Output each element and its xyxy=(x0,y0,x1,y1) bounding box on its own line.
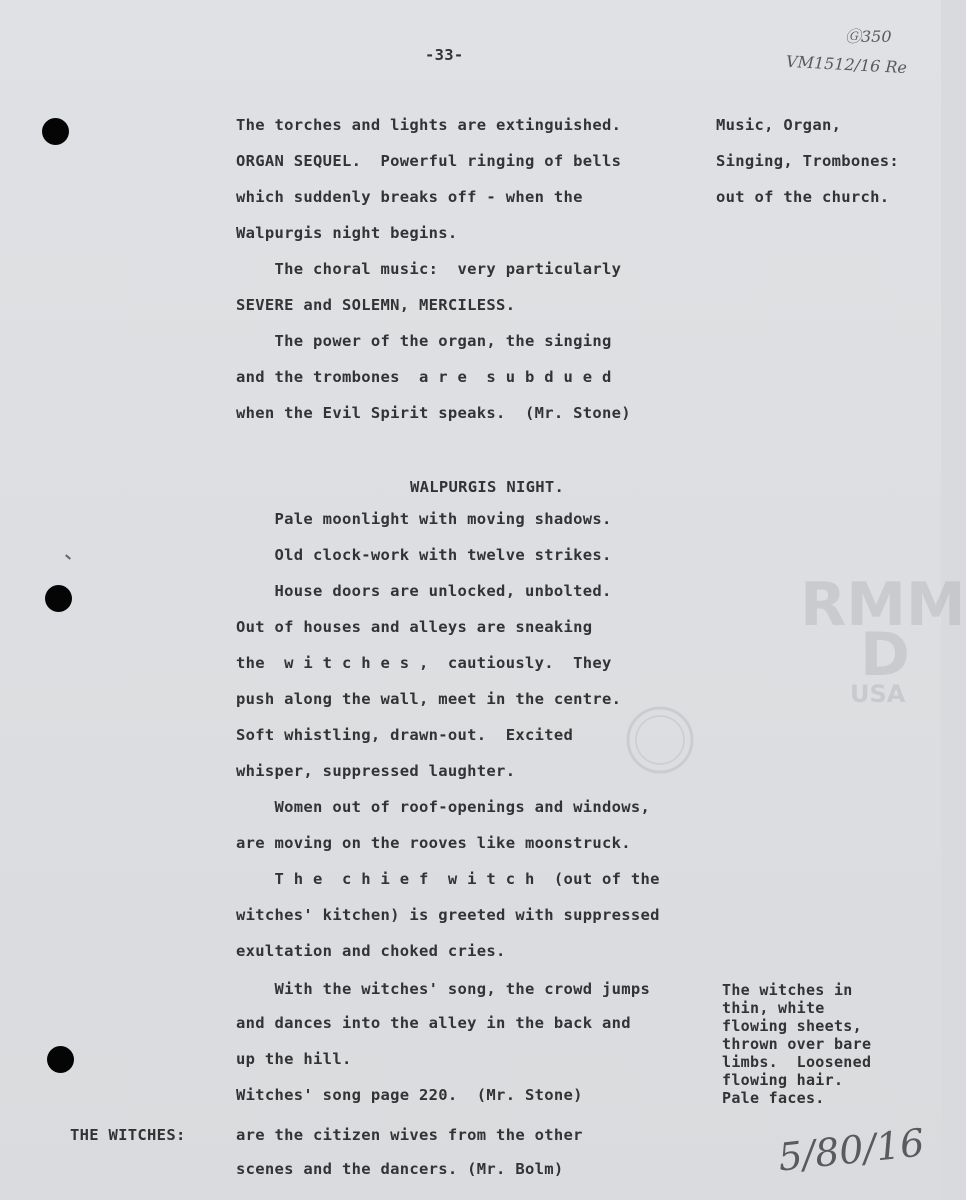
text-line: and dances into the alley in the back and xyxy=(236,1014,631,1032)
text-line: are the citizen wives from the other xyxy=(236,1126,583,1144)
text-line: Pale moonlight with moving shadows. xyxy=(236,510,612,528)
text-line: which suddenly breaks off - when the xyxy=(236,188,583,206)
text-line: push along the wall, meet in the centre. xyxy=(236,690,622,708)
watermark-letters-2: D xyxy=(860,620,910,690)
side-note-line: The witches in xyxy=(722,981,853,999)
text-line: Walpurgis night begins. xyxy=(236,224,458,242)
text-line: and the trombones a r e s u b d u e d xyxy=(236,368,612,386)
text-line: when the Evil Spirit speaks. (Mr. Stone) xyxy=(236,404,631,422)
binder-hole xyxy=(47,1046,74,1073)
section-heading-walpurgis-night: WALPURGIS NIGHT. xyxy=(410,478,565,496)
left-label-the-witches: THE WITCHES: xyxy=(70,1126,186,1144)
text-line: Old clock-work with twelve strikes. xyxy=(236,546,612,564)
side-note-line: Pale faces. xyxy=(722,1089,825,1107)
text-line: Women out of roof-openings and windows, xyxy=(236,798,651,816)
side-note-line: out of the church. xyxy=(716,188,890,206)
text-line: SEVERE and SOLEMN, MERCILESS. xyxy=(236,296,516,314)
text-line: scenes and the dancers. (Mr. Bolm) xyxy=(236,1160,564,1178)
text-line: Soft whistling, drawn-out. Excited xyxy=(236,726,574,744)
text-line: whisper, suppressed laughter. xyxy=(236,762,516,780)
text-line: T h e c h i e f w i t c h (out of the xyxy=(236,870,660,888)
side-note-line: limbs. Loosened xyxy=(722,1053,872,1071)
binder-hole xyxy=(45,585,72,612)
text-line: are moving on the rooves like moonstruck. xyxy=(236,834,631,852)
side-note-line: Music, Organ, xyxy=(716,116,842,134)
binder-hole xyxy=(42,118,69,145)
text-line: House doors are unlocked, unbolted. xyxy=(236,582,612,600)
text-line: the w i t c h e s , cautiously. They xyxy=(236,654,612,672)
text-line: The choral music: very particularly xyxy=(236,260,622,278)
side-note-line: thrown over bare xyxy=(722,1035,872,1053)
text-line: exultation and choked cries. xyxy=(236,942,506,960)
archive-annotation-number: Ⓖ350 xyxy=(845,27,892,46)
handwritten-page-ref: 5/80/16 xyxy=(776,1120,927,1180)
watermark-letters: RMM xyxy=(800,570,966,640)
page-number: -33- xyxy=(425,46,464,64)
side-note-line: thin, white xyxy=(722,999,825,1017)
watermark-letters-3: USA xyxy=(850,680,906,708)
side-note-line: flowing hair. xyxy=(722,1071,844,1089)
text-line: witches' kitchen) is greeted with suppressed xyxy=(236,906,660,924)
text-line: Witches' song page 220. (Mr. Stone) xyxy=(236,1086,583,1104)
text-line: With the witches' song, the crowd jumps xyxy=(236,980,651,998)
text-line: Out of houses and alleys are sneaking xyxy=(236,618,593,636)
margin-tick xyxy=(65,554,71,559)
text-line: The power of the organ, the singing xyxy=(236,332,612,350)
text-line: up the hill. xyxy=(236,1050,352,1068)
archive-annotation-signature: VM1512/16 Re xyxy=(785,51,908,78)
text-line: ORGAN SEQUEL. Powerful ringing of bells xyxy=(236,152,622,170)
side-note-line: Singing, Trombones: xyxy=(716,152,900,170)
side-note-line: flowing sheets, xyxy=(722,1017,862,1035)
text-line: The torches and lights are extinguished. xyxy=(236,116,622,134)
